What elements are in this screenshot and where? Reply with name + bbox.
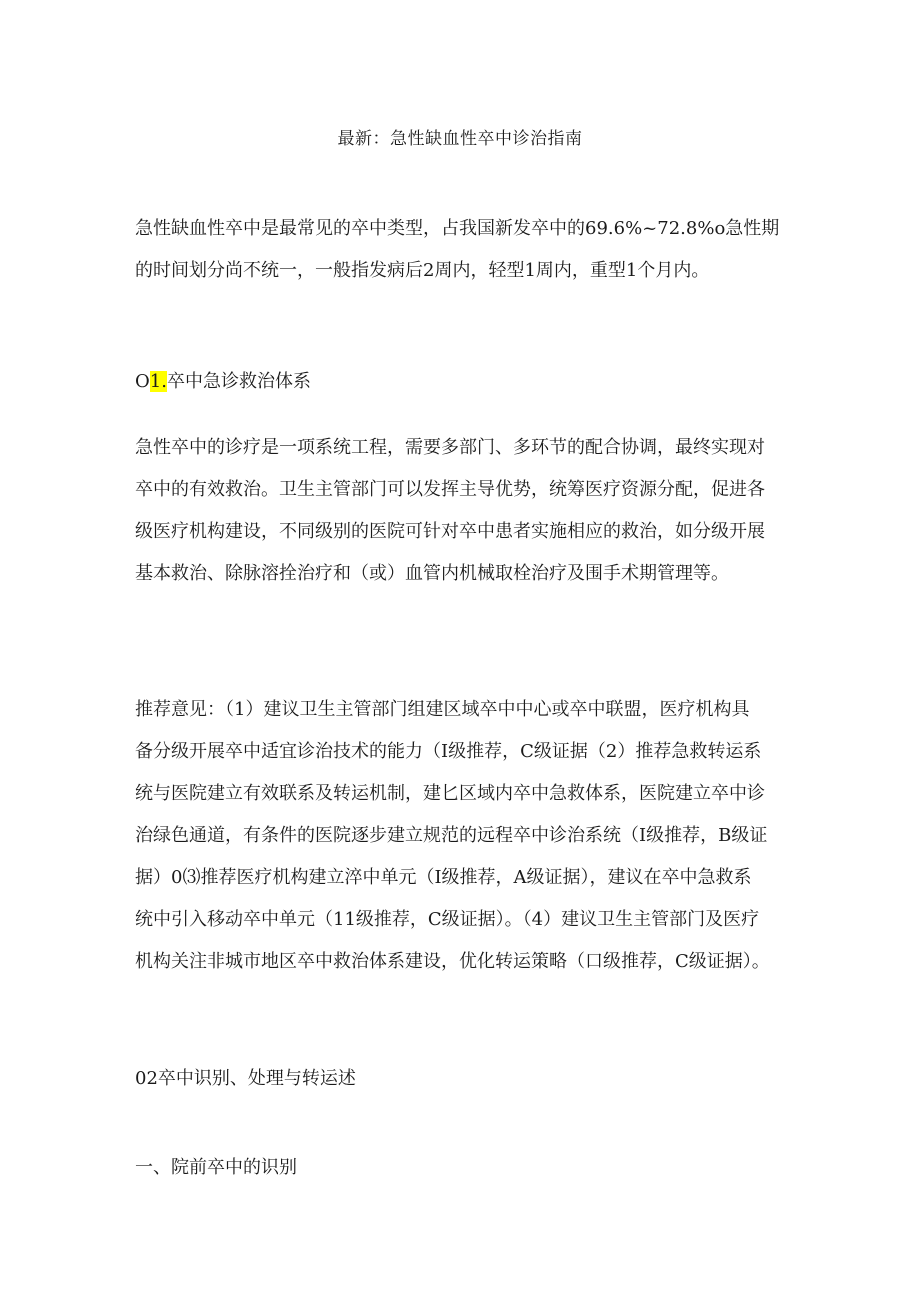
section-heading-2: 02卒中识别、处理与转运述 <box>135 1068 356 1089</box>
intro-paragraph <box>135 208 790 292</box>
recommendation-line: 备分级开展卒中适宜诊治技术的能力（I级推荐，C级证据（2）推荐急救转运系 <box>135 741 762 762</box>
recommendation-paragraph <box>135 689 790 983</box>
recommendation-line: 统中引入移动卒中单元（11级推荐，C级证据）。（4）建议卫生主管部门及医疗 <box>135 909 760 930</box>
system-line: 卒中的有效救治。卫生主管部门可以发挥主导优势，统筹医疗资源分配，促进各 <box>135 479 765 500</box>
section-heading-1-text: 卒中急诊救治体系 <box>166 371 311 392</box>
recommendation-line: 推荐意见：（1）建议卫生主管部门组建区域卒中中心或卒中联盟，医疗机构具 <box>135 699 750 720</box>
system-line: 急性卒中的诊疗是一项系统工程，需要多部门、多环节的配合协调，最终实现对 <box>135 437 765 458</box>
document-title: 最新：急性缺血性卒中诊治指南 <box>337 129 583 149</box>
intro-line: 的时间划分尚不统一，一般指发病后2周内，轻型1周内，重型1个月内。 <box>135 260 710 281</box>
recommendation-line: 机构关注非城市地区卒中救治体系建设，优化转运策略（口级推荐，C级证据）。 <box>135 951 770 972</box>
section-heading-1-prefix: O <box>135 371 150 392</box>
intro-line: 急性缺血性卒中是最常见的卒中类型，占我国新发卒中的69.6%~72.8%o急性期 <box>135 218 780 239</box>
system-line: 级医疗机构建设，不同级别的医院可针对卒中患者实施相应的救治，如分级开展 <box>135 521 765 542</box>
section-heading-3: 一、院前卒中的识别 <box>135 1157 297 1178</box>
section-heading-1-number: 1. <box>149 371 167 392</box>
recommendation-line: 统与医院建立有效联系及转运机制，建匕区域内卒中急救体系，医院建立卒中诊 <box>135 783 765 804</box>
recommendation-line: 据）0⑶推荐医疗机构建立淬中单元（I级推荐，A级证据），建议在卒中急救系 <box>135 867 752 888</box>
system-line: 基本救治、除脉溶拴治疗和（或）血管内机械取栓治疗及围手术期管理等。 <box>135 563 729 584</box>
system-paragraph <box>135 427 790 595</box>
section-heading-1 <box>135 368 311 396</box>
recommendation-line: 治绿色通道，有条件的医院逐步建立规范的远程卒中诊治系统（I级推荐，B级证 <box>135 825 768 846</box>
